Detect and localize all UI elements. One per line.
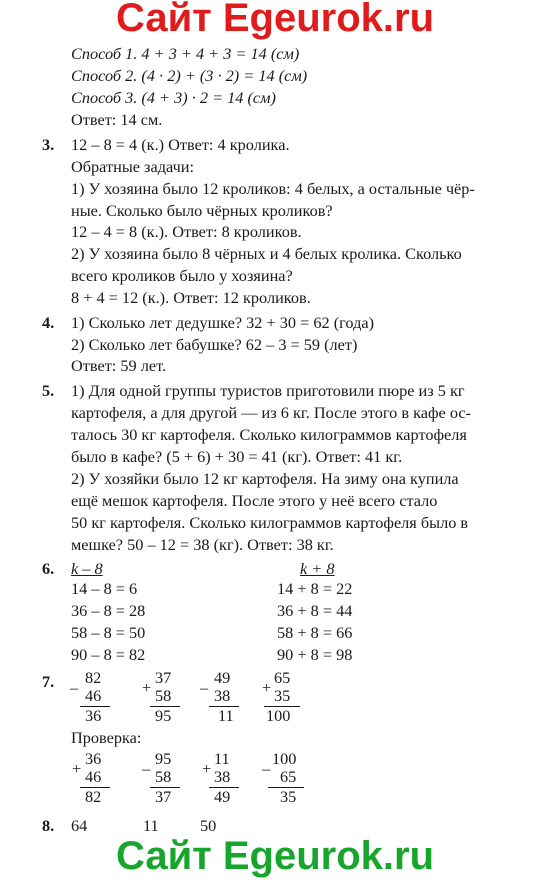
- task5-line-2: картофеля, а для другой — из 6 кг. После этого в кафе ос-: [71, 403, 472, 422]
- task3-line-5: 12 – 4 = 8 (к.). Ответ: 8 кроликов.: [71, 222, 302, 241]
- operand-bottom: 58: [155, 686, 172, 705]
- task5-line-3: талось 30 кг картофеля. Сколько килограммов картофеля: [71, 425, 467, 444]
- task6-right-header: k + 8: [300, 559, 335, 578]
- operand-top: 100: [272, 749, 297, 768]
- task6-left-row-1: 14 – 8 = 6: [71, 579, 138, 598]
- operator-sign: +: [72, 759, 82, 778]
- column-addition-1: [140, 669, 180, 723]
- task6-right-row-3: 58 + 8 = 66: [277, 623, 353, 642]
- operand-top: 65: [274, 668, 291, 687]
- task4-line-3: Ответ: 59 лет.: [71, 356, 167, 375]
- result: 11: [218, 706, 234, 725]
- operator-sign: –: [70, 678, 79, 697]
- task6-left-row-3: 58 – 8 = 50: [71, 623, 146, 642]
- task8-value-3: 50: [200, 816, 217, 835]
- task8-number: 8.: [42, 816, 55, 835]
- task2-line-2: Способ 2. (4 · 2) + (3 · 2) = 14 (см): [71, 66, 308, 85]
- operand-top: 37: [155, 668, 172, 687]
- task3-number: 3.: [42, 135, 55, 154]
- task2-line-3: Способ 3. (4 + 3) · 2 = 14 (см): [71, 88, 276, 107]
- result: 49: [214, 787, 231, 806]
- task3-line-7: всего кроликов было у хозяина?: [71, 266, 293, 285]
- operand-bottom: 46: [85, 686, 102, 705]
- check-label: Проверка:: [71, 728, 142, 747]
- task7-number: 7.: [42, 672, 55, 691]
- task3-line-3: 1) У хозяина было 12 кроликов: 4 белых, а остальные чёр-: [71, 179, 475, 198]
- task3-line-8: 8 + 4 = 12 (к.). Ответ: 12 кроликов.: [71, 288, 311, 307]
- operand-bottom: 38: [214, 767, 231, 786]
- operand-bottom: 38: [214, 686, 231, 705]
- watermark-bottom: Сайт Egeurok.ru: [115, 834, 435, 878]
- task5-number: 5.: [42, 381, 55, 400]
- operator-sign: +: [142, 678, 152, 697]
- task4-number: 4.: [42, 313, 55, 332]
- task3-line-6: 2) У хозяина было 8 чёрных и 4 белых кролика. Сколько: [71, 244, 462, 263]
- operand-bottom: 58: [155, 767, 172, 786]
- result: 37: [155, 787, 172, 806]
- check-subtraction-1: [140, 750, 180, 804]
- task5-line-7: 50 кг картофеля. Сколько килограммов картофеля было в: [71, 513, 469, 532]
- watermark-top: Сайт Egeurok.ru: [115, 0, 435, 40]
- operator-sign: +: [202, 759, 212, 778]
- task4-line-1: 1) Сколько лет дедушке? 32 + 30 = 62 (года): [71, 313, 375, 332]
- column-subtraction-1: [70, 669, 110, 723]
- result: 95: [155, 706, 172, 725]
- task5-line-1: 1) Для одной группы туристов приготовили пюре из 5 кг: [71, 381, 465, 400]
- operand-bottom: 46: [85, 767, 102, 786]
- task6-right-row-4: 90 + 8 = 98: [277, 645, 353, 664]
- task6-left-row-4: 90 – 8 = 82: [71, 645, 146, 664]
- operator-sign: –: [142, 759, 151, 778]
- task5-line-6: ещё мешок картофеля. После этого у неё всего стало: [71, 491, 438, 510]
- task2-answer: Ответ: 14 см.: [71, 110, 163, 129]
- check-addition-1: [70, 750, 110, 804]
- operand-top: 11: [214, 749, 230, 768]
- task8-value-2: 11: [143, 816, 159, 835]
- operator-sign: +: [262, 678, 272, 697]
- task6-right-row-2: 36 + 8 = 44: [277, 601, 353, 620]
- task5-line-5: 2) У хозяйки было 12 кг картофеля. На зиму она купила: [71, 469, 459, 488]
- task5-line-4: было в кафе? (5 + 6) + 30 = 41 (кг). Ответ: 41 кг.: [71, 447, 403, 466]
- task3-line-4: ные. Сколько было чёрных кроликов?: [71, 201, 333, 220]
- task3-line-2: Обратные задачи:: [71, 157, 194, 176]
- operand-top: 95: [155, 749, 172, 768]
- result: 100: [266, 706, 291, 725]
- operand-bottom: 35: [274, 686, 291, 705]
- result: 82: [85, 787, 102, 806]
- result: 35: [280, 787, 297, 806]
- operand-bottom: 65: [280, 767, 297, 786]
- check-addition-2: [200, 750, 240, 804]
- operator-sign: –: [200, 678, 209, 697]
- check-subtraction-2: [262, 750, 304, 804]
- task8-value-1: 64: [71, 816, 88, 835]
- task2-line-1: Способ 1. 4 + 3 + 4 + 3 = 14 (см): [71, 44, 300, 63]
- operand-top: 49: [214, 668, 231, 687]
- task6-left-header: k – 8: [71, 559, 103, 578]
- task5-line-8: мешке? 50 – 12 = 38 (кг). Ответ: 38 кг.: [71, 535, 334, 554]
- result: 36: [85, 706, 102, 725]
- task4-line-2: 2) Сколько лет бабушке? 62 – 3 = 59 (лет): [71, 335, 358, 354]
- operand-top: 36: [85, 749, 102, 768]
- column-subtraction-2: [200, 669, 240, 723]
- task6-right-row-1: 14 + 8 = 22: [277, 579, 353, 598]
- task6-left-row-2: 36 – 8 = 28: [71, 601, 146, 620]
- operand-top: 82: [85, 668, 102, 687]
- operator-sign: –: [262, 759, 271, 778]
- task6-number: 6.: [42, 559, 55, 578]
- column-addition-2: [260, 669, 300, 723]
- task3-line-1: 12 – 8 = 4 (к.) Ответ: 4 кролика.: [71, 135, 290, 154]
